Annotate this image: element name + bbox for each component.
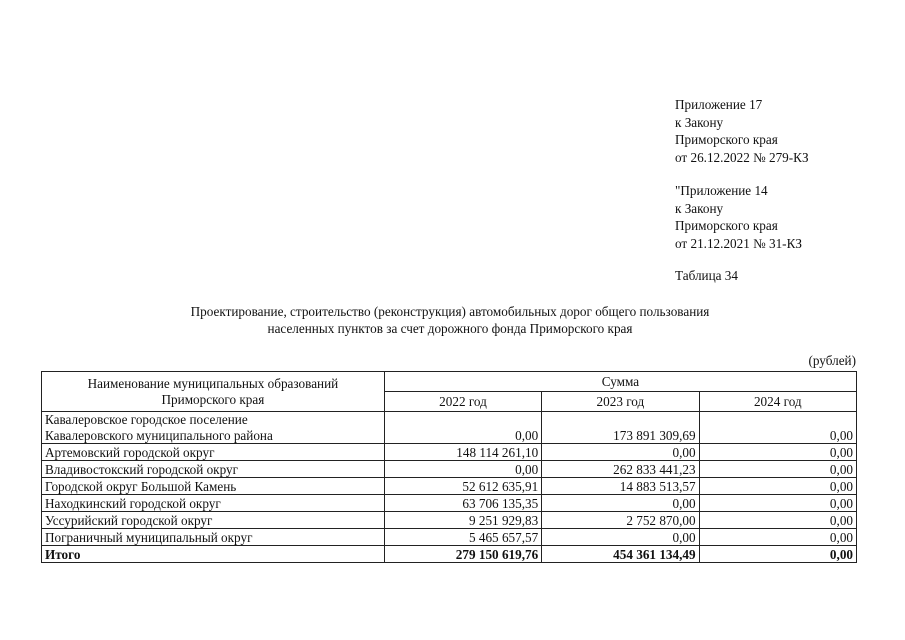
header-name-line: Приморского края: [161, 391, 265, 407]
appendix-reference-current: [675, 96, 809, 166]
total-value-2022: 279 150 619,76: [384, 546, 541, 563]
appendix-line: от 21.12.2021 № 31-КЗ: [675, 235, 802, 251]
row-municipality-name: Находкинский городской округ: [42, 495, 385, 512]
row-value-2024: 0,00: [699, 412, 856, 444]
table-number: Таблица 34: [675, 268, 738, 283]
header-municipality: [42, 372, 385, 412]
row-municipality-name: Городской округ Большой Камень: [42, 478, 385, 495]
row-value-2023: 173 891 309,69: [542, 412, 699, 444]
table-header-row: [42, 372, 857, 392]
row-value-2022: 52 612 635,91: [384, 478, 541, 495]
header-year: 2022 год: [384, 392, 541, 412]
appendix-line: Приложение 17: [675, 97, 763, 112]
appendix-line: Приморского края: [675, 132, 778, 148]
appendix-line: Приморского края: [675, 218, 778, 234]
row-municipality-name: [42, 412, 385, 444]
table-row: [42, 512, 857, 529]
row-value-2022: 9 251 929,83: [384, 512, 541, 529]
row-value-2023: 0,00: [542, 529, 699, 546]
header-name-line: Наименование муниципальных образований: [87, 376, 339, 391]
row-value-2022: 0,00: [384, 412, 541, 444]
header-year: 2024 год: [699, 392, 856, 412]
row-municipality-name: Владивостокский городской округ: [42, 461, 385, 478]
total-value-2023: 454 361 134,49: [542, 546, 699, 563]
row-value-2023: 0,00: [542, 444, 699, 461]
row-value-2024: 0,00: [699, 529, 856, 546]
row-value-2022: 63 706 135,35: [384, 495, 541, 512]
row-value-2024: 0,00: [699, 461, 856, 478]
title-line: населенных пунктов за счет дорожного фонда Приморского края: [267, 321, 633, 336]
table-row: [42, 478, 857, 495]
appendix-line: от 26.12.2022 № 279-КЗ: [675, 149, 809, 165]
header-sum: Сумма: [384, 372, 856, 392]
total-label: Итого: [42, 546, 385, 563]
row-value-2023: 0,00: [542, 495, 699, 512]
budget-table: [41, 371, 857, 563]
table-row: [42, 495, 857, 512]
row-value-2023: 262 833 441,23: [542, 461, 699, 478]
row-value-2024: 0,00: [699, 444, 856, 461]
title-line: Проектирование, строительство (реконструкция) автомобильных дорог общего пользования: [190, 304, 710, 319]
row-value-2022: 148 114 261,10: [384, 444, 541, 461]
appendix-reference-original: [675, 182, 802, 252]
total-value-2024: 0,00: [699, 546, 856, 563]
appendix-line: к Закону: [675, 114, 724, 130]
row-value-2024: 0,00: [699, 478, 856, 495]
row-value-2022: 0,00: [384, 461, 541, 478]
document-title: [100, 303, 800, 337]
table-row: [42, 444, 857, 461]
row-municipality-name: Артемовский городской округ: [42, 444, 385, 461]
row-value-2023: 2 752 870,00: [542, 512, 699, 529]
table-total-row: [42, 546, 857, 563]
table-row: [42, 461, 857, 478]
name-line: Кавалеровского муниципального района: [45, 427, 273, 443]
row-municipality-name: Пограничный муниципальный округ: [42, 529, 385, 546]
row-value-2024: 0,00: [699, 495, 856, 512]
row-value-2022: 5 465 657,57: [384, 529, 541, 546]
appendix-line: "Приложение 14: [675, 183, 768, 198]
name-line: Кавалеровское городское поселение: [45, 412, 248, 427]
table-row: [42, 529, 857, 546]
units-label: (рублей): [808, 353, 856, 368]
appendix-line: к Закону: [675, 200, 724, 216]
header-year: 2023 год: [542, 392, 699, 412]
row-value-2023: 14 883 513,57: [542, 478, 699, 495]
row-municipality-name: Уссурийский городской округ: [42, 512, 385, 529]
table-row: [42, 412, 857, 444]
row-value-2024: 0,00: [699, 512, 856, 529]
